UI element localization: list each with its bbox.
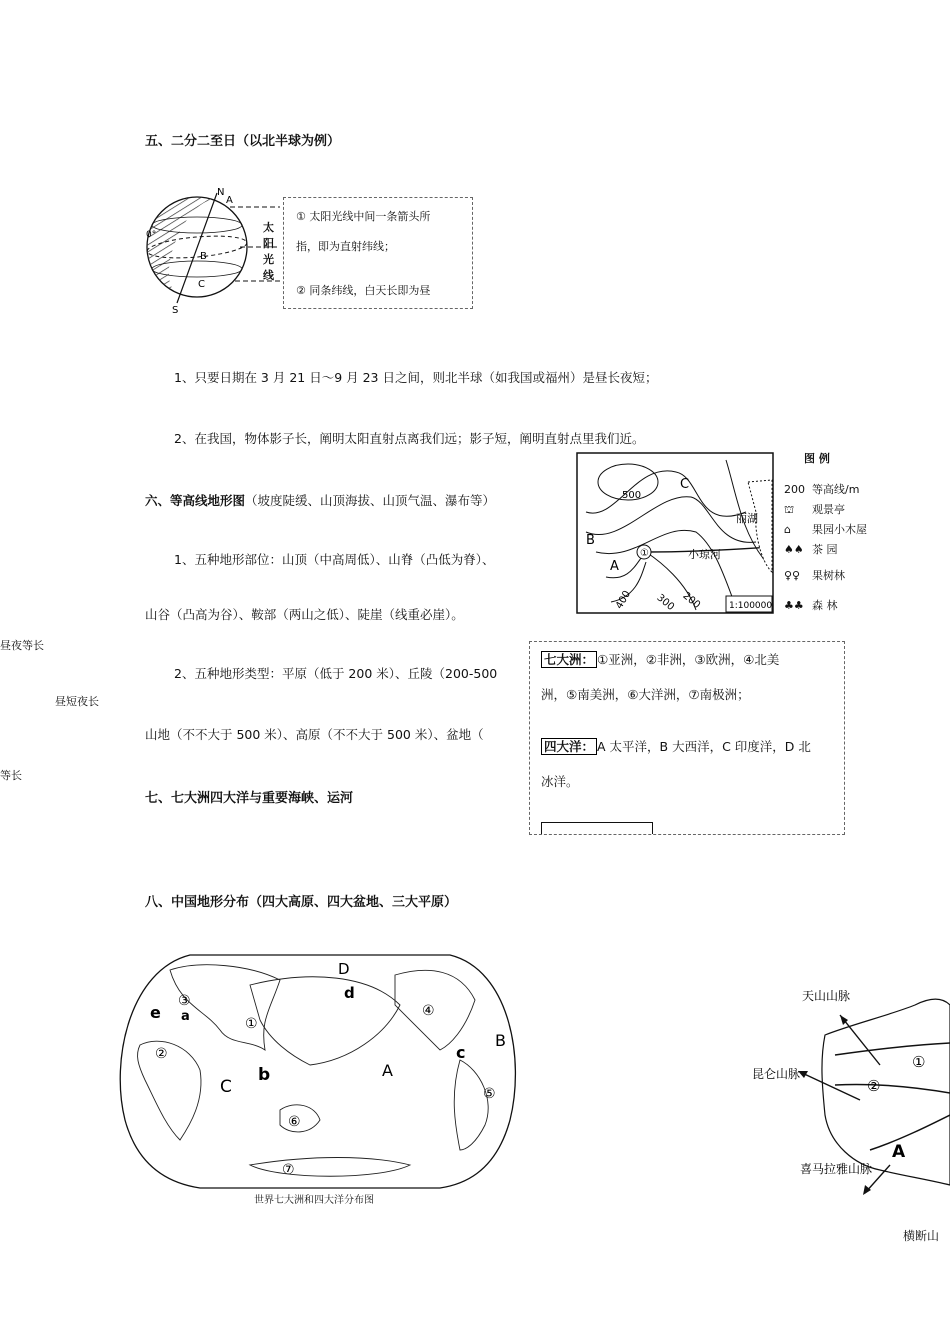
globe-note-3: ② 同条纬线，白天长即为昼	[296, 284, 431, 297]
contour-map	[576, 452, 774, 614]
side-label-2: 昼短夜长	[55, 695, 99, 708]
map-label-2: ②	[155, 1046, 168, 1062]
continents-box	[529, 641, 845, 835]
map-label-a: A	[382, 1061, 393, 1080]
section-6-line-1: 1、五种地形部位：山顶（中高周低）、山脊（凸低为脊）、	[174, 552, 495, 567]
section-6-line-3: 山地（不不大于 500 米）、高原（不不大于 500 米）、盆地（	[145, 727, 484, 742]
clipped-tag	[541, 822, 653, 835]
globe-label-b: B	[200, 251, 207, 262]
legend-item-contour: 200 等高线/m	[784, 483, 860, 496]
world-map	[110, 950, 530, 1210]
china-label-tianshan: 天山山脉	[802, 989, 851, 1003]
globe-note-2: 指，即为直射纬线；	[296, 240, 395, 253]
section-7-title: 七、七大洲四大洋与重要海峡、运河	[145, 791, 354, 806]
globe-label-s: S	[172, 305, 179, 316]
legend-item-tea: ♠♠ 茶 园	[784, 543, 838, 556]
map-label-d: D	[338, 960, 350, 978]
continents-line-1: 七大洲： ①亚洲，②非洲，③欧洲，④北美	[541, 650, 779, 668]
china-label-1: ①	[912, 1053, 926, 1071]
cabin-icon: ⌂	[784, 523, 791, 536]
contour-label-a: A	[610, 559, 619, 574]
map-label-7: ⑦	[282, 1162, 295, 1178]
map-label-a-strait: a	[181, 1009, 190, 1024]
map-label-1: ①	[245, 1016, 258, 1032]
china-label-hengduan-text: 横断山	[903, 1229, 940, 1243]
world-map-caption: 世界七大洲和四大洋分布图	[254, 1195, 374, 1206]
map-label-b: B	[495, 1031, 506, 1050]
contour-label-river: 小琼河	[688, 548, 721, 561]
map-label-b-strait: b	[258, 1065, 271, 1085]
china-label-a: A	[892, 1142, 906, 1162]
continents-line-1b: 洲，⑤南美洲，⑥大洋洲，⑦南极洲；	[541, 687, 750, 702]
oceans-line-1b: 冰洋。	[541, 774, 579, 789]
oceans-line-1: 四大洋： A 太平洋，B 大西洋，C 印度洋，D 北	[541, 737, 811, 755]
contour-label-b: B	[586, 533, 595, 548]
contour-legend	[780, 450, 900, 615]
side-label-1: 昼夜等长	[0, 639, 44, 652]
map-label-5: ⑤	[483, 1086, 496, 1102]
map-label-6: ⑥	[288, 1114, 301, 1130]
contour-label-400: 400	[614, 588, 634, 611]
forest-icon: ♣♣	[784, 599, 804, 612]
globe-label-n: N	[217, 187, 225, 198]
contour-label-scale: 1:100000	[729, 601, 773, 611]
contour-label-c: C	[680, 477, 690, 492]
side-label-3: 等长	[0, 769, 22, 782]
legend-item-cabin: ⌂ 果园小木屋	[784, 523, 867, 536]
section-5-line-1: 1、只要日期在 3 月 21 日～9 月 23 日之间，则北半球（如我国或福州）是昼长夜短；	[174, 370, 658, 385]
globe-label-zero: 0°	[146, 230, 157, 240]
contour-label-1: ①	[640, 548, 649, 559]
map-label-d-strait: d	[344, 984, 355, 1002]
section-8-title: 八、中国地形分布（四大高原、四大盆地、三大平原）	[145, 895, 458, 910]
section-6-line-1b: 山谷（凸高为谷）、鞍部（两山之低）、陡崖（线重必崖）。	[145, 607, 464, 622]
tea-icon: ♠♠	[784, 543, 804, 556]
map-label-4: ④	[422, 1003, 435, 1019]
legend-item-pavilion: ⛫ 观景亭	[784, 503, 845, 516]
china-terrain-map	[740, 975, 950, 1220]
legend-item-fruit: ♀♀ 果树林	[784, 569, 845, 582]
contour-label-lake: 丽湖	[736, 512, 758, 525]
china-label-kunlun: 昆仑山脉	[752, 1067, 801, 1081]
globe-note-1: ① 太阳光线中间一条箭头所	[296, 210, 431, 223]
section-5-line-2: 2、在我国，物体影子长，阐明太阳直射点离我们远；影子短，阐明直射点里我们近。	[174, 431, 645, 446]
map-label-c-ocean: C	[220, 1077, 232, 1097]
map-label-e: e	[150, 1003, 161, 1022]
observation-icon: ⛫	[784, 503, 795, 516]
section-6-line-2: 2、五种地形类型：平原（低于 200 米）、丘陵（200-500	[174, 666, 498, 681]
map-label-c-canal: c	[456, 1043, 466, 1062]
contour-label-200: 200	[680, 590, 703, 612]
legend-title: 图 例	[804, 452, 830, 465]
china-label-2: ②	[867, 1077, 881, 1095]
legend-item-forest: ♣♣ 森 林	[784, 599, 838, 612]
sunlight-label: 太 阳 光 线	[263, 221, 274, 282]
fruit-tree-icon: ♀♀	[784, 569, 801, 582]
section-5-title: 五、二分二至日（以北半球为例）	[145, 134, 341, 149]
globe-label-a: A	[226, 195, 233, 206]
china-label-himalaya: 喜马拉雅山脉	[800, 1162, 873, 1176]
section-6-title: 六、等高线地形图（坡度陡缓、山顶海拔、山顶气温、瀑布等）	[145, 493, 496, 508]
contour-label-500: 500	[622, 490, 642, 501]
globe-label-c: C	[198, 279, 205, 290]
map-label-3: ③	[178, 993, 191, 1009]
contour-label-300: 300	[654, 592, 677, 614]
globe-note-box	[283, 197, 473, 309]
